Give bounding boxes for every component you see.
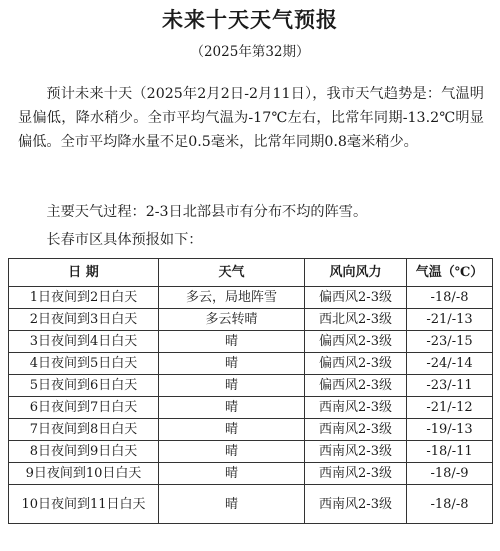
cell-wind: 西北风2-3级 — [305, 309, 407, 331]
cell-wind: 偏西风2-3级 — [305, 375, 407, 397]
cell-date: 6日夜间到7日白天 — [9, 397, 159, 419]
table-row — [9, 287, 493, 309]
cell-wind: 偏西风2-3级 — [305, 287, 407, 309]
cell-date: 2日夜间到3日白天 — [9, 309, 159, 331]
cell-temperature: -18/-9 — [407, 463, 493, 485]
cell-temperature: -21/-13 — [407, 309, 493, 331]
forecast-table — [8, 258, 493, 524]
cell-wind: 西南风2-3级 — [305, 397, 407, 419]
table-header-row — [9, 259, 493, 287]
cell-date: 3日夜间到4日白天 — [9, 331, 159, 353]
cell-temperature: -23/-11 — [407, 375, 493, 397]
cell-weather: 晴 — [159, 353, 305, 375]
page-title: 未来十天天气预报 — [162, 8, 338, 32]
cell-date: 9日夜间到10日白天 — [9, 463, 159, 485]
issue-number: （2025年第32期） — [190, 44, 310, 60]
cell-wind: 西南风2-3级 — [305, 485, 407, 524]
cell-wind: 偏西风2-3级 — [305, 353, 407, 375]
table-row — [9, 375, 493, 397]
cell-temperature: -21/-12 — [407, 397, 493, 419]
cell-weather: 晴 — [159, 375, 305, 397]
weather-process-paragraph: 主要天气过程：2-3日北部县市有分布不均的阵雪。 — [46, 204, 368, 220]
table-intro-paragraph: 长春市区具体预报如下： — [46, 232, 203, 248]
cell-weather: 多云，局地阵雪 — [159, 287, 305, 309]
cell-date: 5日夜间到6日白天 — [9, 375, 159, 397]
cell-date: 7日夜间到8日白天 — [9, 419, 159, 441]
table-row — [9, 331, 493, 353]
cell-weather: 晴 — [159, 485, 305, 524]
table-row — [9, 419, 493, 441]
cell-temperature: -18/-8 — [407, 287, 493, 309]
cell-weather: 多云转晴 — [159, 309, 305, 331]
table-row — [9, 309, 493, 331]
cell-date: 4日夜间到5日白天 — [9, 353, 159, 375]
cell-temperature: -18/-8 — [407, 485, 493, 524]
table-row — [9, 463, 493, 485]
cell-date: 10日夜间到11日白天 — [9, 485, 159, 524]
cell-date: 8日夜间到9日白天 — [9, 441, 159, 463]
header-weather: 天气 — [159, 259, 305, 287]
table-row — [9, 353, 493, 375]
cell-weather: 晴 — [159, 419, 305, 441]
header-date: 日 期 — [9, 259, 159, 287]
header-temperature: 气温（℃） — [407, 259, 493, 287]
cell-wind: 偏西风2-3级 — [305, 331, 407, 353]
table-row — [9, 397, 493, 419]
cell-temperature: -24/-14 — [407, 353, 493, 375]
cell-wind: 西南风2-3级 — [305, 463, 407, 485]
cell-wind: 西南风2-3级 — [305, 419, 407, 441]
cell-temperature: -18/-11 — [407, 441, 493, 463]
cell-temperature: -19/-13 — [407, 419, 493, 441]
cell-temperature: -23/-15 — [407, 331, 493, 353]
cell-weather: 晴 — [159, 331, 305, 353]
cell-wind: 西南风2-3级 — [305, 441, 407, 463]
cell-weather: 晴 — [159, 441, 305, 463]
table-row — [9, 441, 493, 463]
header-wind: 风向风力 — [305, 259, 407, 287]
table-row — [9, 485, 493, 524]
cell-weather: 晴 — [159, 397, 305, 419]
summary-paragraph: 预计未来十天（2025年2月2日-2月11日），我市天气趋势是：气温明显偏低，降水稍少。全市平均气温为-17℃左右，比常年同期-13.2℃明显偏低。全市平均降水量不足0.5毫米，比常年同期0.8毫米稍少。 — [18, 86, 484, 150]
cell-weather: 晴 — [159, 463, 305, 485]
cell-date: 1日夜间到2日白天 — [9, 287, 159, 309]
